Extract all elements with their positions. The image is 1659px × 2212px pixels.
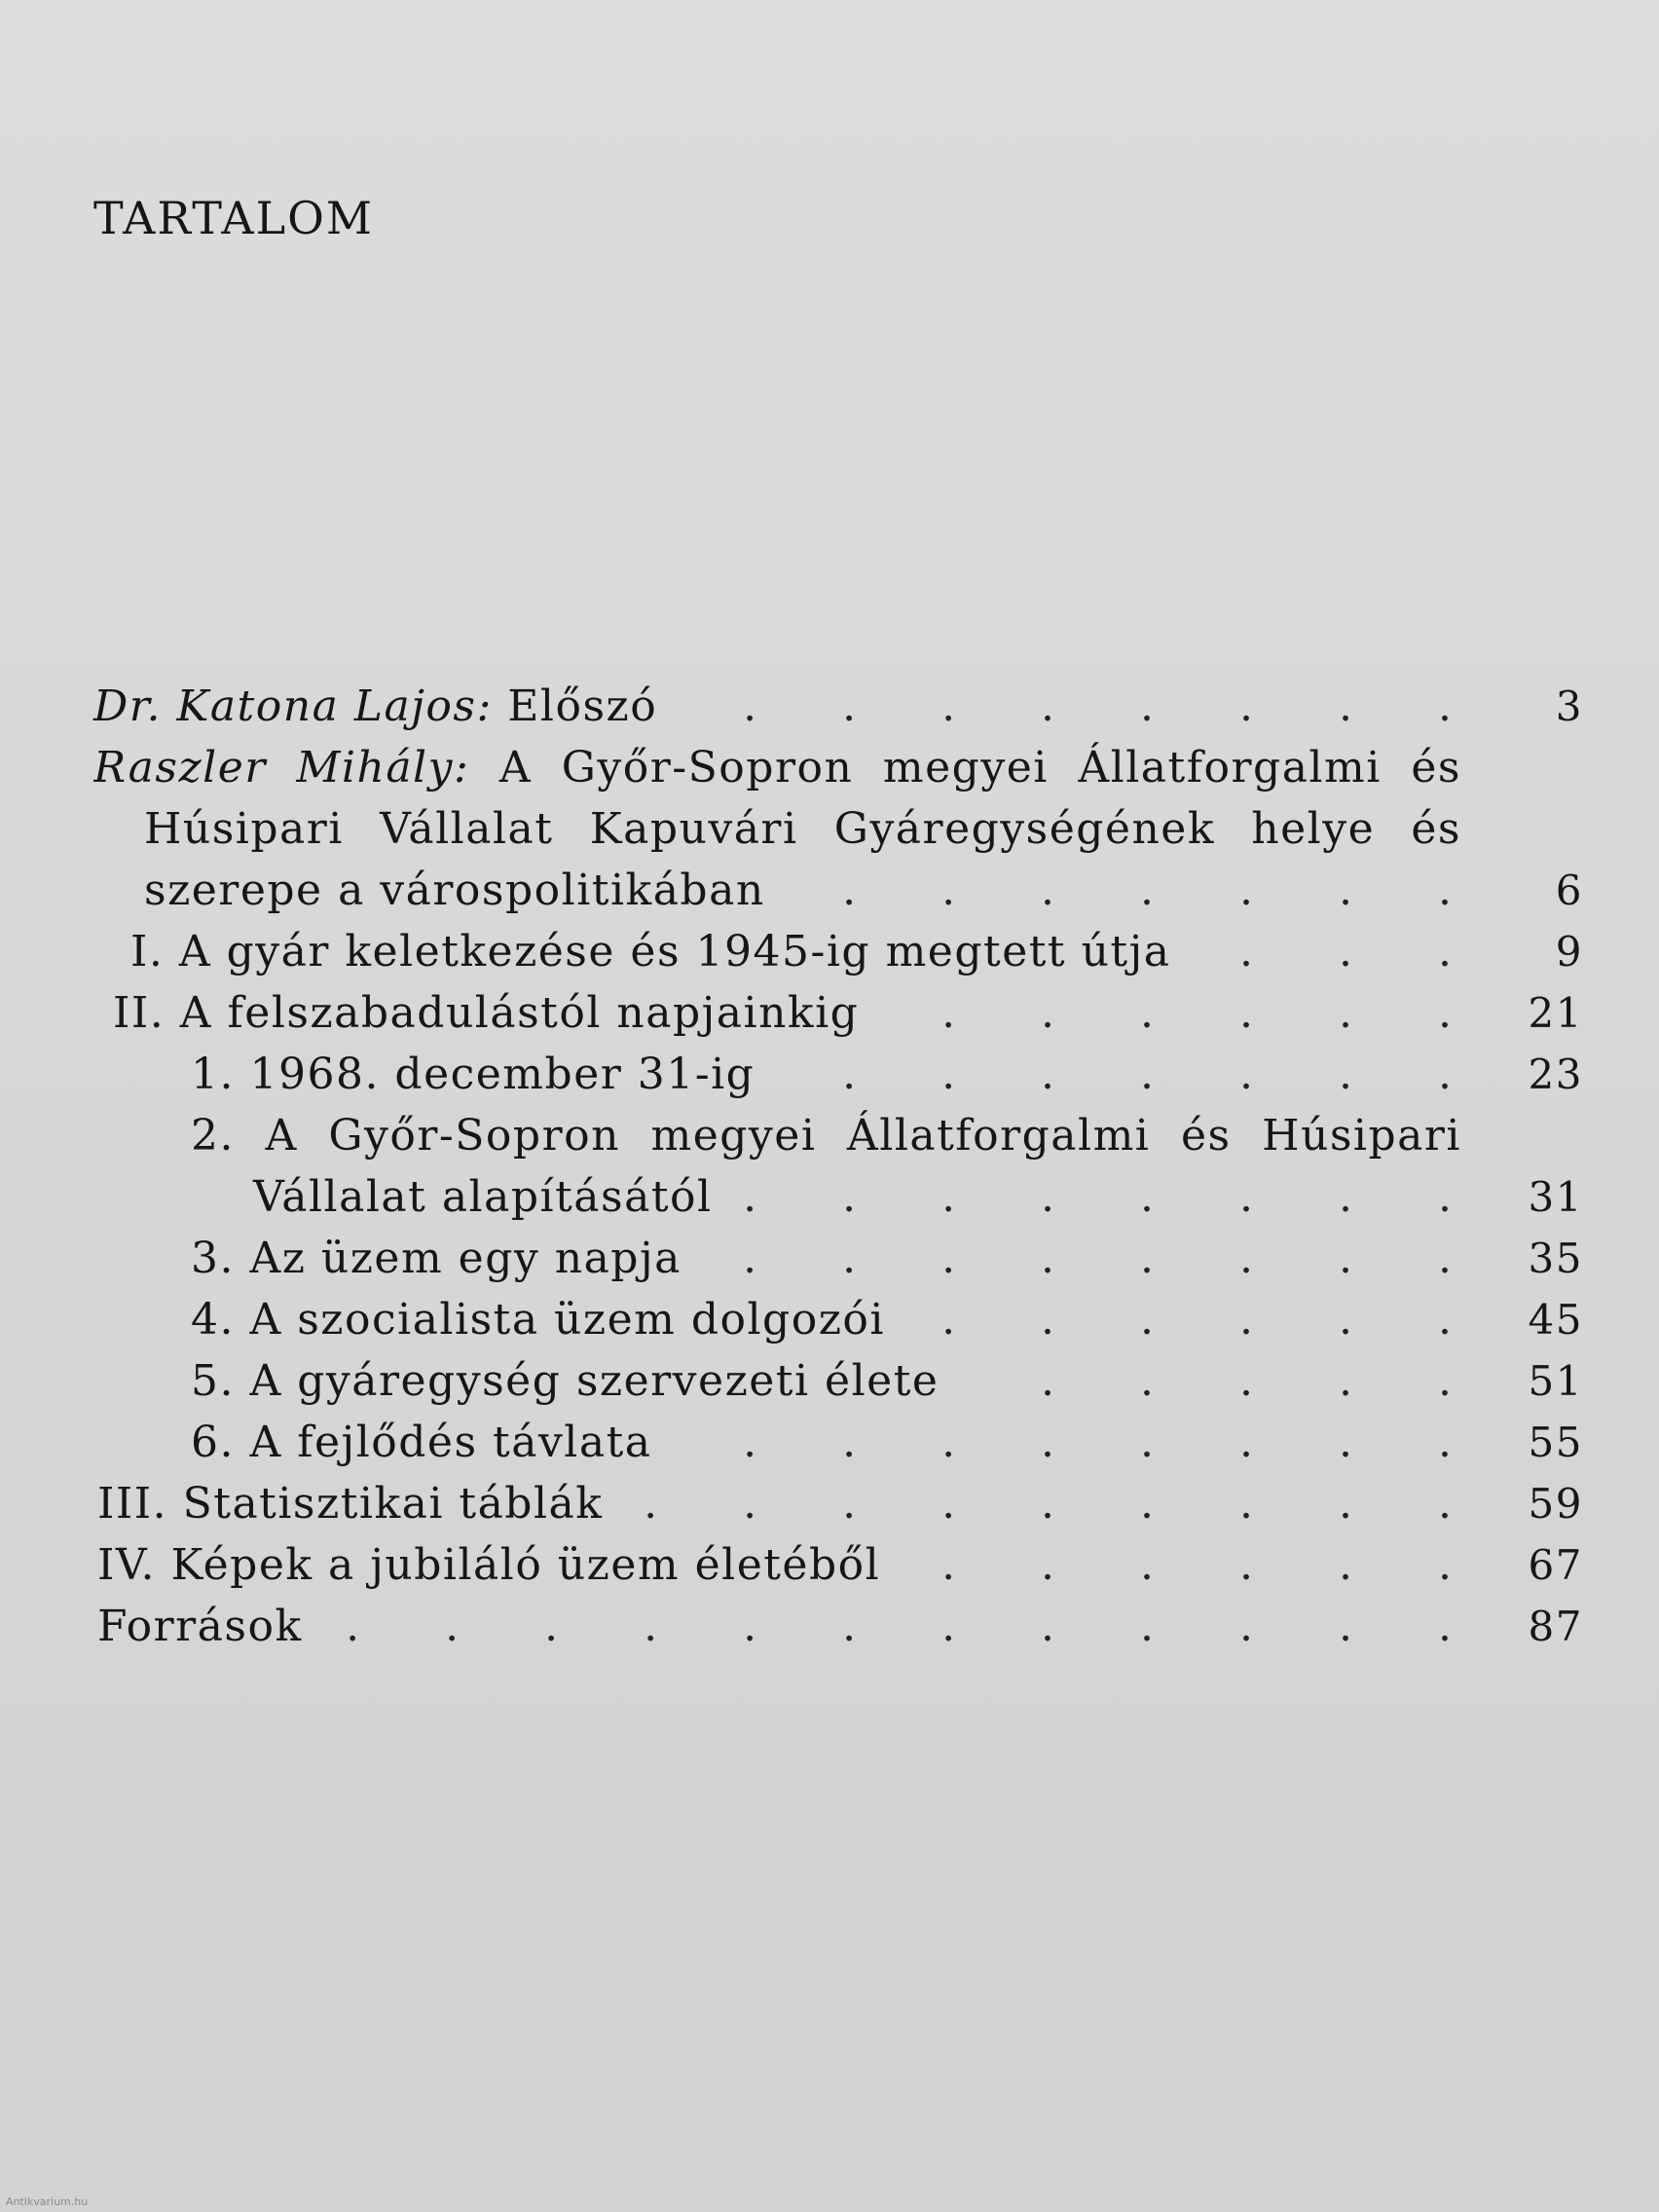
- toc-entry-line: [93, 1166, 1461, 1228]
- toc-entry-chapter-2[interactable]: [93, 982, 1583, 1044]
- toc-entry-line: [93, 1044, 1461, 1105]
- dot-leader: [894, 1534, 1452, 1596]
- toc-entry-line: [93, 1473, 1461, 1534]
- toc-entry-title-cont: Vállalat alapításától: [253, 1172, 713, 1222]
- toc-entry-line: [93, 737, 1461, 798]
- toc-entry-section-6[interactable]: [93, 1412, 1583, 1473]
- toc-entry-sources[interactable]: [93, 1596, 1583, 1657]
- toc-entry-title: II. A felszabadulástól napjainkig: [113, 988, 860, 1038]
- dot-leader: [952, 1350, 1452, 1412]
- toc-page-number: 35: [1528, 1235, 1583, 1282]
- page-title: TARTALOM: [93, 192, 374, 244]
- toc-entry-chapter-1[interactable]: [93, 921, 1583, 982]
- toc-entry-line: [93, 1289, 1461, 1350]
- toc-entry-section-1[interactable]: [93, 1044, 1583, 1105]
- toc-page-number: 59: [1528, 1480, 1583, 1528]
- toc-entry-text: [93, 676, 657, 737]
- toc-entry-title: Források: [97, 1602, 303, 1651]
- dot-leader: [768, 1044, 1452, 1105]
- toc-page-number: 9: [1555, 928, 1583, 976]
- toc-page-number: 3: [1555, 682, 1583, 730]
- dot-leader: [899, 1289, 1452, 1350]
- toc-entry-title: IV. Képek a jubiláló üzem életéből: [97, 1540, 881, 1590]
- toc-page-number: 45: [1528, 1296, 1583, 1344]
- table-of-contents: [93, 676, 1583, 1657]
- dot-leader: [666, 1412, 1452, 1473]
- toc-author: Dr. Katona Lajos:: [93, 682, 493, 731]
- toc-page-number: 55: [1528, 1419, 1583, 1466]
- toc-entry-title: 6. A fejlődés távlata: [191, 1418, 652, 1467]
- toc-entry-city-policy[interactable]: [93, 737, 1583, 921]
- toc-entry-line: [93, 1228, 1461, 1289]
- toc-entry-line: [93, 921, 1461, 982]
- toc-entry-title-cont: szerepe a várospolitikában: [144, 866, 765, 915]
- dot-leader: [726, 1166, 1452, 1228]
- toc-entry-line: [93, 1596, 1461, 1657]
- toc-page-number: 23: [1528, 1051, 1583, 1098]
- toc-page-number: 6: [1555, 866, 1583, 914]
- toc-entry-line: [93, 982, 1461, 1044]
- toc-entry-line: [93, 1412, 1461, 1473]
- toc-entry-section-3[interactable]: [93, 1228, 1583, 1289]
- dot-leader: [872, 982, 1452, 1044]
- toc-entry-line: [93, 1350, 1461, 1412]
- toc-page-number: 87: [1528, 1603, 1583, 1650]
- toc-entry-title: 3. Az üzem egy napja: [191, 1234, 682, 1283]
- toc-entry-section-5[interactable]: [93, 1350, 1583, 1412]
- toc-entry-chapter-3[interactable]: [93, 1473, 1583, 1534]
- dot-leader: [695, 1228, 1452, 1289]
- toc-entry-title: 4. A szocialista üzem dolgozói: [191, 1295, 885, 1345]
- dot-leader: [1184, 921, 1452, 982]
- toc-entry-title: Előszó: [507, 682, 658, 731]
- toc-entry-foreword[interactable]: [93, 676, 1583, 737]
- toc-entry-title: 5. A gyáregység szervezeti élete: [191, 1356, 940, 1406]
- toc-entry-title: I. A gyár keletkezése és 1945-ig megtett útja: [130, 927, 1171, 977]
- toc-entry-line: [93, 798, 1461, 860]
- toc-page-number: 31: [1528, 1173, 1583, 1221]
- toc-author: Raszler Mihály:: [93, 743, 470, 793]
- watermark: Antikvarium.hu: [6, 2195, 89, 2208]
- dot-leader: [671, 676, 1452, 737]
- toc-page-number: 67: [1528, 1541, 1583, 1589]
- toc-entry-line: [93, 860, 1461, 921]
- toc-entry-title: 2. A Győr-Sopron megyei Állatforgalmi és Húsipari: [191, 1111, 1461, 1161]
- toc-entry-section-2[interactable]: [93, 1105, 1583, 1228]
- toc-entry-title: A Győr-Sopron megyei Állatforgalmi és: [498, 743, 1461, 793]
- toc-entry-title-cont: Húsipari Vállalat Kapuvári Gyáregységének helye és: [144, 804, 1461, 854]
- toc-entry-chapter-4[interactable]: [93, 1534, 1583, 1596]
- dot-leader: [316, 1596, 1452, 1657]
- toc-entry-line: [93, 1534, 1461, 1596]
- toc-entry-section-4[interactable]: [93, 1289, 1583, 1350]
- dot-leader: [616, 1473, 1452, 1534]
- toc-entry-line: [93, 1105, 1461, 1166]
- toc-page-number: 21: [1528, 989, 1583, 1037]
- toc-entry-title: III. Statisztikai táblák: [97, 1479, 604, 1529]
- dot-leader: [779, 860, 1452, 921]
- toc-page-number: 51: [1528, 1357, 1583, 1405]
- toc-entry-title: 1. 1968. december 31-ig: [191, 1050, 756, 1099]
- toc-entry-line: [93, 676, 1461, 737]
